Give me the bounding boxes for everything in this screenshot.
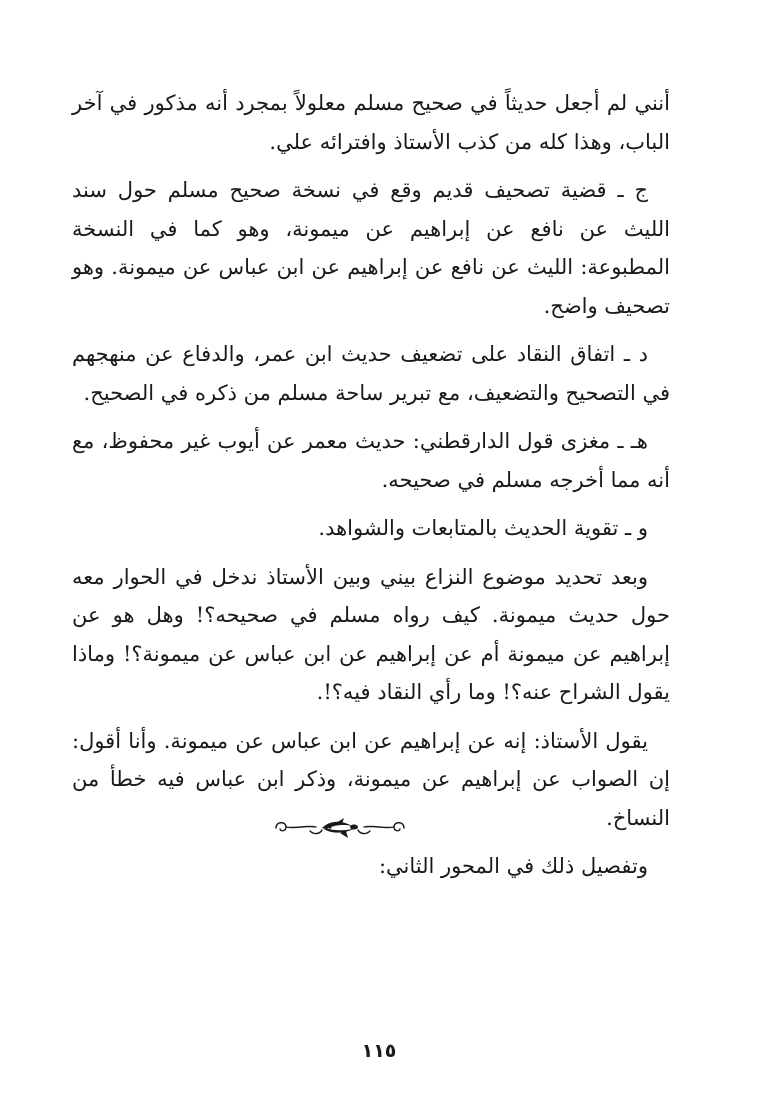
paragraph-dispute-scope: وبعد تحديد موضوع النزاع بيني وبين الأستاذ ندخل في الحوار معه حول حديث ميمونة. كيف رواه مسلم في صحيحه؟! وهل هو عن إبراهيم عن ميمونة أم عن إبراهيم عن ابن عباس عن ميمونة؟! وماذا يقول الشراح عنه؟! وما رأي النقاد فيه؟!. [72, 564, 670, 704]
floral-divider-icon [270, 812, 410, 844]
paragraph-second-axis-intro: وتفصيل ذلك في المحور الثاني: [378, 854, 648, 878]
paragraph-intro-continuation: أنني لم أجعل حديثاً في صحيح مسلم معلولاً بمجرد أنه مذكور في آخر الباب، وهذا كله من كذب الأستاذ وافترائه علي. [72, 91, 670, 154]
page-body [72, 84, 670, 896]
page-number: ١١٥ [361, 1040, 397, 1062]
paragraph-author-position: يقول الأستاذ: إنه عن إبراهيم عن ابن عباس عن ميمونة. وأنا أقول: إن الصواب عن إبراهيم عن ميمونة، وذكر ابن عباس فيه خطأ من النساخ. [72, 728, 670, 830]
paragraph-item-ha: هـ ـ مغزى قول الدارقطني: حديث معمر عن أيوب غير محفوظ، مع أنه مما أخرجه مسلم في صحيحه. [72, 429, 670, 492]
paragraph-item-jim: ج ـ قضية تصحيف قديم وقع في نسخة صحيح مسلم حول سند الليث عن نافع عن إبراهيم عن ميمونة، وهو كما في النسخة المطبوعة: الليث عن نافع عن إبراهيم عن ابن عباس عن ميمونة. وهو تصحيف واضح. [72, 178, 670, 318]
paragraph-item-dal: د ـ اتفاق النقاد على تضعيف حديث ابن عمر، والدفاع عن منهجهم في التصحيح والتضعيف، مع تبرير ساحة مسلم من ذكره في الصحيح. [72, 342, 670, 405]
paragraph-item-waw: و ـ تقوية الحديث بالمتابعات والشواهد. [318, 516, 648, 540]
